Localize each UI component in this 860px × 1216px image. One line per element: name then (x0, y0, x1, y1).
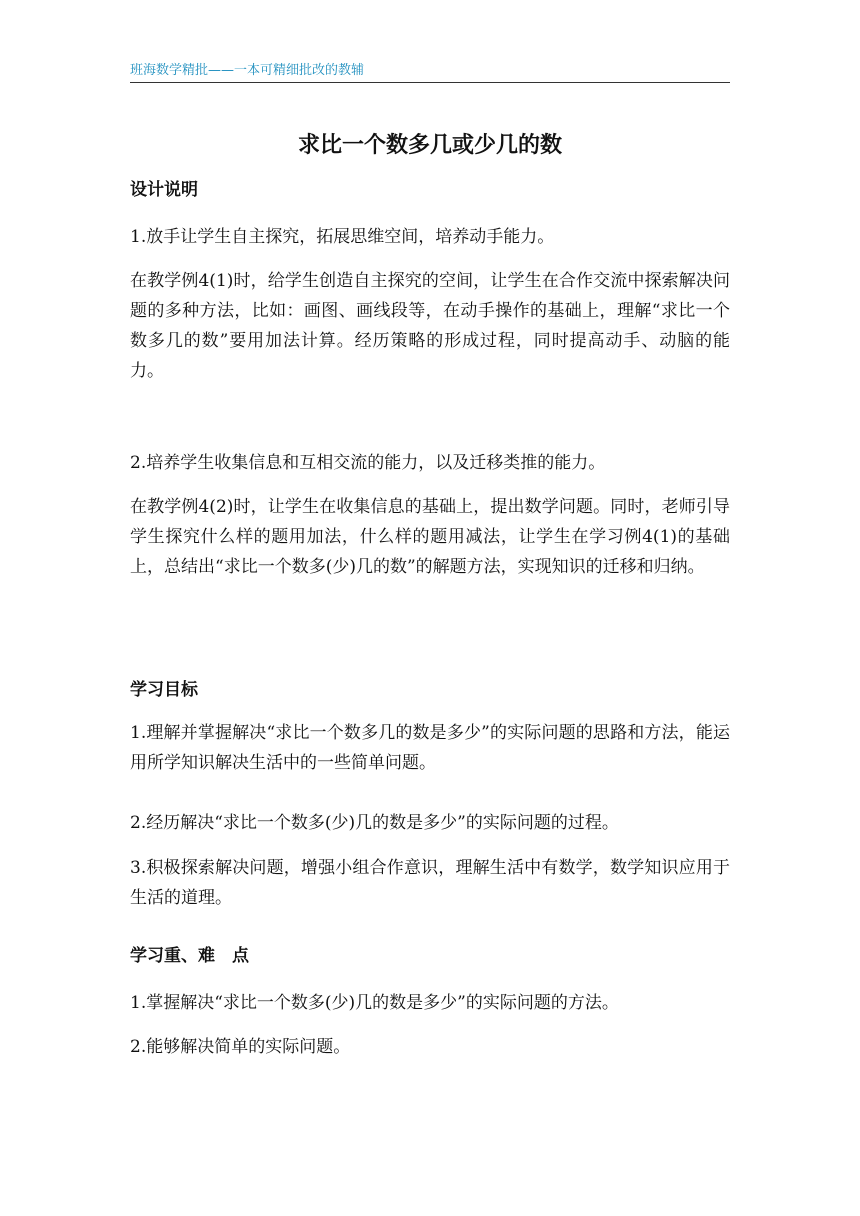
header-text: 班海数学精批——一本可精细批改的教辅 (130, 63, 365, 78)
section-heading-design: 设计说明 (130, 180, 198, 200)
page-header (130, 62, 730, 82)
design-paragraph-2: 在教学例4(2)时，让学生在收集信息的基础上，提出数学问题。同时，老师引导学生探究什么样的题用加法，什么样的题用减法，让学生在学习例4(1)的基础上，总结出“求比一个数多(少)几的数”的解题方法，实现知识的迁移和归纳。 (130, 497, 730, 577)
design-point-1: 1.放手让学生自主探究，拓展思维空间，培养动手能力。 (130, 227, 555, 247)
section-heading-goals: 学习目标 (130, 680, 198, 700)
key-point-item-1: 1.掌握解决“求比一个数多(少)几的数是多少”的实际问题的方法。 (130, 993, 619, 1013)
goal-item-2: 2.经历解决“求比一个数多(少)几的数是多少”的实际问题的过程。 (130, 813, 619, 833)
key-point-item-2: 2.能够解决简单的实际问题。 (130, 1037, 351, 1057)
section-heading-key-points: 学习重、难 点 (130, 946, 249, 966)
design-point-2: 2.培养学生收集信息和互相交流的能力，以及迁移类推的能力。 (130, 453, 606, 473)
goal-item-3: 3.积极探索解决问题，增强小组合作意识，理解生活中有数学，数学知识应用于生活的道理。 (130, 858, 730, 908)
design-paragraph-1: 在教学例4(1)时，给学生创造自主探究的空间，让学生在合作交流中探索解决问题的多种方法，比如：画图、画线段等，在动手操作的基础上，理解“求比一个数多几的数”要用加法计算。经历策略的形成过程，同时提高动手、动脑的能力。 (130, 271, 730, 381)
header-divider (130, 82, 730, 83)
page-title: 求比一个数多几或少几的数 (297, 133, 562, 158)
goal-item-1: 1.理解并掌握解决“求比一个数多几的数是多少”的实际问题的思路和方法，能运用所学知识解决生活中的一些简单问题。 (130, 723, 730, 773)
